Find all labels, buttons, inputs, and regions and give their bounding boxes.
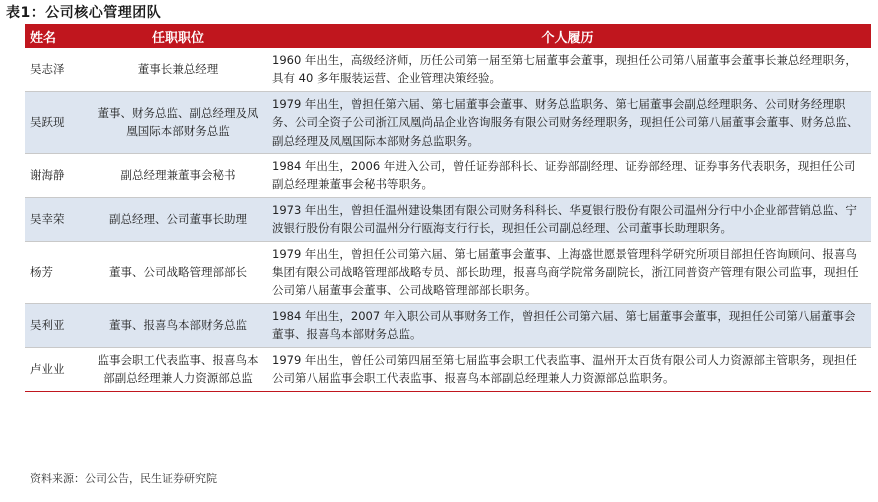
cell-position: 董事、公司战略管理部部长 (92, 241, 264, 303)
cell-bio: 1960 年出生，高级经济师，历任公司第一届至第七届董事会董事，现担任公司第八届董事会董事长兼总经理职务，具有 40 多年服装运营、企业管理决策经验。 (264, 48, 871, 91)
header-bio: 个人履历 (264, 24, 871, 48)
cell-position: 监事会职工代表监事、报喜鸟本部副总经理兼人力资源部总监 (92, 347, 264, 391)
header-position: 任职职位 (92, 24, 264, 48)
header-name: 姓名 (25, 24, 92, 48)
cell-bio: 1984 年出生，2006 年进入公司，曾任证券部科长、证券部副经理、证券部经理、证券事务代表职务，现担任公司副总经理兼董事会秘书等职务。 (264, 154, 871, 198)
cell-name: 谢海静 (25, 154, 92, 198)
table-row (25, 154, 871, 198)
cell-position: 董事、报喜鸟本部财务总监 (92, 303, 264, 347)
management-team-table (25, 24, 871, 392)
table-row (25, 303, 871, 347)
cell-position: 董事长兼总经理 (92, 48, 264, 91)
cell-name: 杨芳 (25, 241, 92, 303)
cell-position: 副总经理、公司董事长助理 (92, 197, 264, 241)
cell-bio: 1973 年出生，曾担任温州建设集团有限公司财务科科长、华夏银行股份有限公司温州分行中小企业部营销总监、宁波银行股份有限公司温州分行瓯海支行行长，现担任公司副总经理、公司董事长助理职务。 (264, 197, 871, 241)
cell-bio: 1979 年出生，曾担任第六届、第七届董事会董事、财务总监职务、第七届董事会副总经理职务、公司财务经理职务、公司全资子公司浙江凤凰尚品企业咨询服务有限公司财务经理职务，现担任公司第八届董事会董事、财务总监、副总经理及凤凰国际本部财务总监职务。 (264, 91, 871, 153)
table-row (25, 197, 871, 241)
table-header-row (25, 24, 871, 48)
cell-bio: 1979 年出生，曾担任公司第六届、第七届董事会董事、上海盛世愿景管理科学研究所项目部担任咨询顾问、报喜鸟集团有限公司战略管理部战略专员、部长助理，报喜鸟商学院常务副院长，浙江同普资产管理有限公司监事，现担任公司第八届董事会董事、公司战略管理部部长职务。 (264, 241, 871, 303)
source-note: 资料来源：公司公告，民生证券研究院 (30, 472, 217, 485)
cell-name: 吴跃现 (25, 91, 92, 153)
table-title: 表1：公司核心管理团队 (6, 5, 162, 21)
cell-position: 副总经理兼董事会秘书 (92, 154, 264, 198)
cell-name: 吴利亚 (25, 303, 92, 347)
cell-name: 吴幸荣 (25, 197, 92, 241)
table-row (25, 241, 871, 303)
table-row (25, 347, 871, 391)
cell-bio: 1984 年出生，2007 年入职公司从事财务工作，曾担任公司第六届、第七届董事会董事，现担任公司第八届董事会董事、报喜鸟本部财务总监。 (264, 303, 871, 347)
cell-name: 吴志泽 (25, 48, 92, 91)
cell-bio: 1979 年出生，曾任公司第四届至第七届监事会职工代表监事、温州开太百货有限公司人力资源部主管职务，现担任公司第八届监事会职工代表监事、报喜鸟本部副总经理兼人力资源部总监职务。 (264, 347, 871, 391)
table-row (25, 91, 871, 153)
table-row (25, 48, 871, 91)
cell-position: 董事、财务总监、副总经理及凤凰国际本部财务总监 (92, 91, 264, 153)
cell-name: 卢业业 (25, 347, 92, 391)
